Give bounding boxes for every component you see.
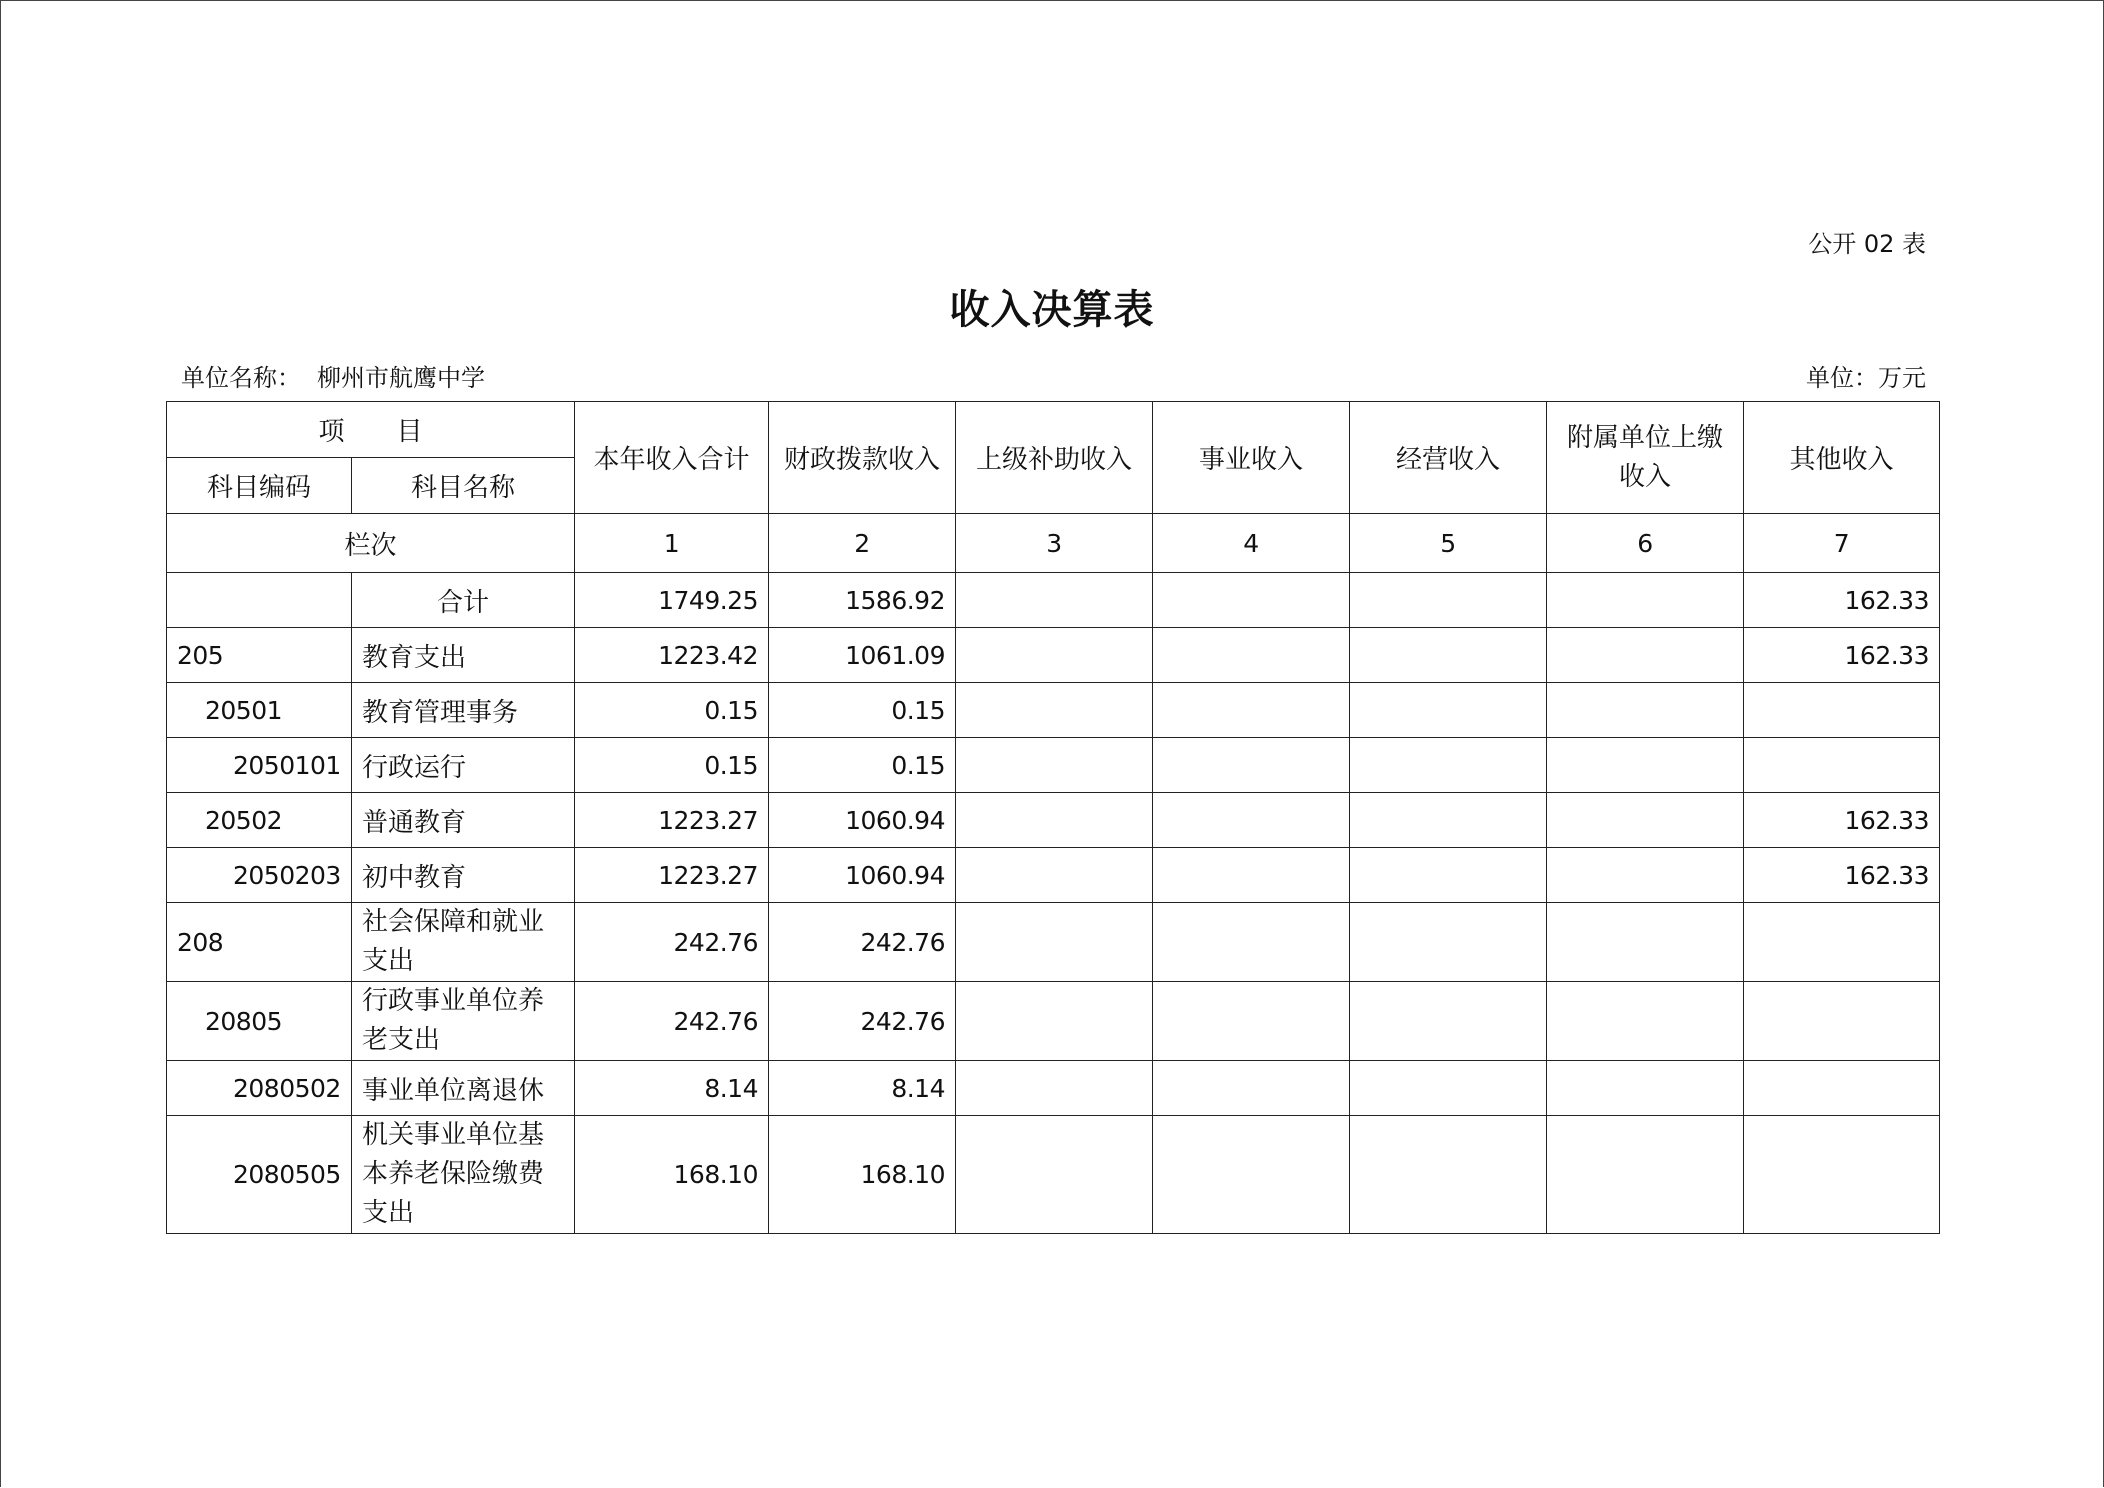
row-value [1547,683,1744,738]
col-number: 7 [1744,514,1940,573]
row-value [1744,1061,1940,1116]
unit-name-value: 柳州市航鹰中学 [317,364,485,392]
row-name: 合计 [352,573,575,628]
row-value: 1060.94 [769,793,956,848]
table-row [167,1116,1940,1234]
table-row [167,738,1940,793]
row-value: 242.76 [769,982,956,1061]
col-number: 1 [575,514,769,573]
header-col-7: 其他收入 [1744,402,1940,514]
row-value [1547,982,1744,1061]
row-value [1153,683,1350,738]
row-value [956,848,1153,903]
row-value: 0.15 [575,683,769,738]
row-value: 168.10 [769,1116,956,1234]
row-code: 2050101 [167,738,352,793]
row-value [956,982,1153,1061]
column-number-row [167,514,1940,573]
row-value [1153,1116,1350,1234]
row-value [1350,903,1547,982]
row-value [1547,1116,1744,1234]
row-value [1350,982,1547,1061]
row-value [1350,848,1547,903]
header-row-1 [167,402,1940,458]
row-value: 162.33 [1744,793,1940,848]
unit-name-label: 单位名称： [181,364,301,392]
form-number: 公开 02 表 [1808,230,1926,258]
row-value: 1060.94 [769,848,956,903]
row-value [1153,738,1350,793]
col-number: 3 [956,514,1153,573]
table-row [167,848,1940,903]
row-value: 0.15 [769,683,956,738]
row-value: 168.10 [575,1116,769,1234]
row-value [956,1061,1153,1116]
row-code: 208 [167,903,352,982]
row-value [1153,1061,1350,1116]
row-name: 初中教育 [352,848,575,903]
row-value: 242.76 [575,903,769,982]
row-value [956,793,1153,848]
row-value [1153,848,1350,903]
row-value [1744,738,1940,793]
row-value [1547,903,1744,982]
table-row [167,683,1940,738]
col-number: 6 [1547,514,1744,573]
row-value [1350,793,1547,848]
row-value [1153,793,1350,848]
row-value [1744,1116,1940,1234]
row-value [1547,793,1744,848]
row-code: 20502 [167,793,352,848]
header-col-5: 经营收入 [1350,402,1547,514]
row-name: 社会保障和就业支出 [352,903,575,982]
row-index-label: 栏次 [167,514,575,573]
header-col-3: 上级补助收入 [956,402,1153,514]
col-number: 4 [1153,514,1350,573]
row-code [167,573,352,628]
row-value [1547,628,1744,683]
header-project: 项 目 [167,402,575,458]
row-code: 2080502 [167,1061,352,1116]
row-value: 242.76 [575,982,769,1061]
row-value [1350,1061,1547,1116]
row-value [1350,628,1547,683]
row-value [956,628,1153,683]
row-code: 20805 [167,982,352,1061]
unit-name-line [181,358,485,393]
row-value [1547,1061,1744,1116]
income-table [166,401,1940,1234]
row-value [1744,982,1940,1061]
row-code: 2050203 [167,848,352,903]
header-col-6: 附属单位上缴收入 [1547,402,1744,514]
row-value [1153,903,1350,982]
row-value [1744,683,1940,738]
page-title: 收入决算表 [949,287,1155,333]
row-value [1547,738,1744,793]
row-value [956,903,1153,982]
row-value: 1223.42 [575,628,769,683]
row-value: 8.14 [575,1061,769,1116]
row-value [1547,573,1744,628]
row-value: 162.33 [1744,848,1940,903]
row-code: 2080505 [167,1116,352,1234]
row-value: 1061.09 [769,628,956,683]
header-col-2: 财政拨款收入 [769,402,956,514]
row-name: 普通教育 [352,793,575,848]
row-value: 242.76 [769,903,956,982]
row-value [956,738,1153,793]
table-row [167,1061,1940,1116]
row-name: 教育管理事务 [352,683,575,738]
col-number: 5 [1350,514,1547,573]
col-number: 2 [769,514,956,573]
row-name: 机关事业单位基本养老保险缴费支出 [352,1116,575,1234]
row-value [1350,1116,1547,1234]
row-name: 行政事业单位养老支出 [352,982,575,1061]
header-code: 科目编码 [167,458,352,514]
row-value [956,1116,1153,1234]
table-row [167,982,1940,1061]
row-name: 教育支出 [352,628,575,683]
row-value [1350,738,1547,793]
row-value: 1223.27 [575,848,769,903]
row-value [1744,903,1940,982]
row-value [956,573,1153,628]
header-col-1: 本年收入合计 [575,402,769,514]
row-value [1547,848,1744,903]
row-value [1153,573,1350,628]
row-code: 20501 [167,683,352,738]
row-value: 0.15 [575,738,769,793]
row-value [1350,573,1547,628]
row-value: 1223.27 [575,793,769,848]
row-value: 8.14 [769,1061,956,1116]
row-name: 行政运行 [352,738,575,793]
currency-unit: 单位：万元 [1806,364,1926,392]
row-name: 事业单位离退休 [352,1061,575,1116]
table-row [167,793,1940,848]
table-row-total [167,573,1940,628]
table-row [167,903,1940,982]
row-value [956,683,1153,738]
row-value [1153,982,1350,1061]
row-value: 1749.25 [575,573,769,628]
row-value: 162.33 [1744,628,1940,683]
row-value: 162.33 [1744,573,1940,628]
header-col-4: 事业收入 [1153,402,1350,514]
row-value [1153,628,1350,683]
row-code: 205 [167,628,352,683]
table-row [167,628,1940,683]
row-value: 1586.92 [769,573,956,628]
row-value: 0.15 [769,738,956,793]
row-value [1350,683,1547,738]
header-name: 科目名称 [352,458,575,514]
